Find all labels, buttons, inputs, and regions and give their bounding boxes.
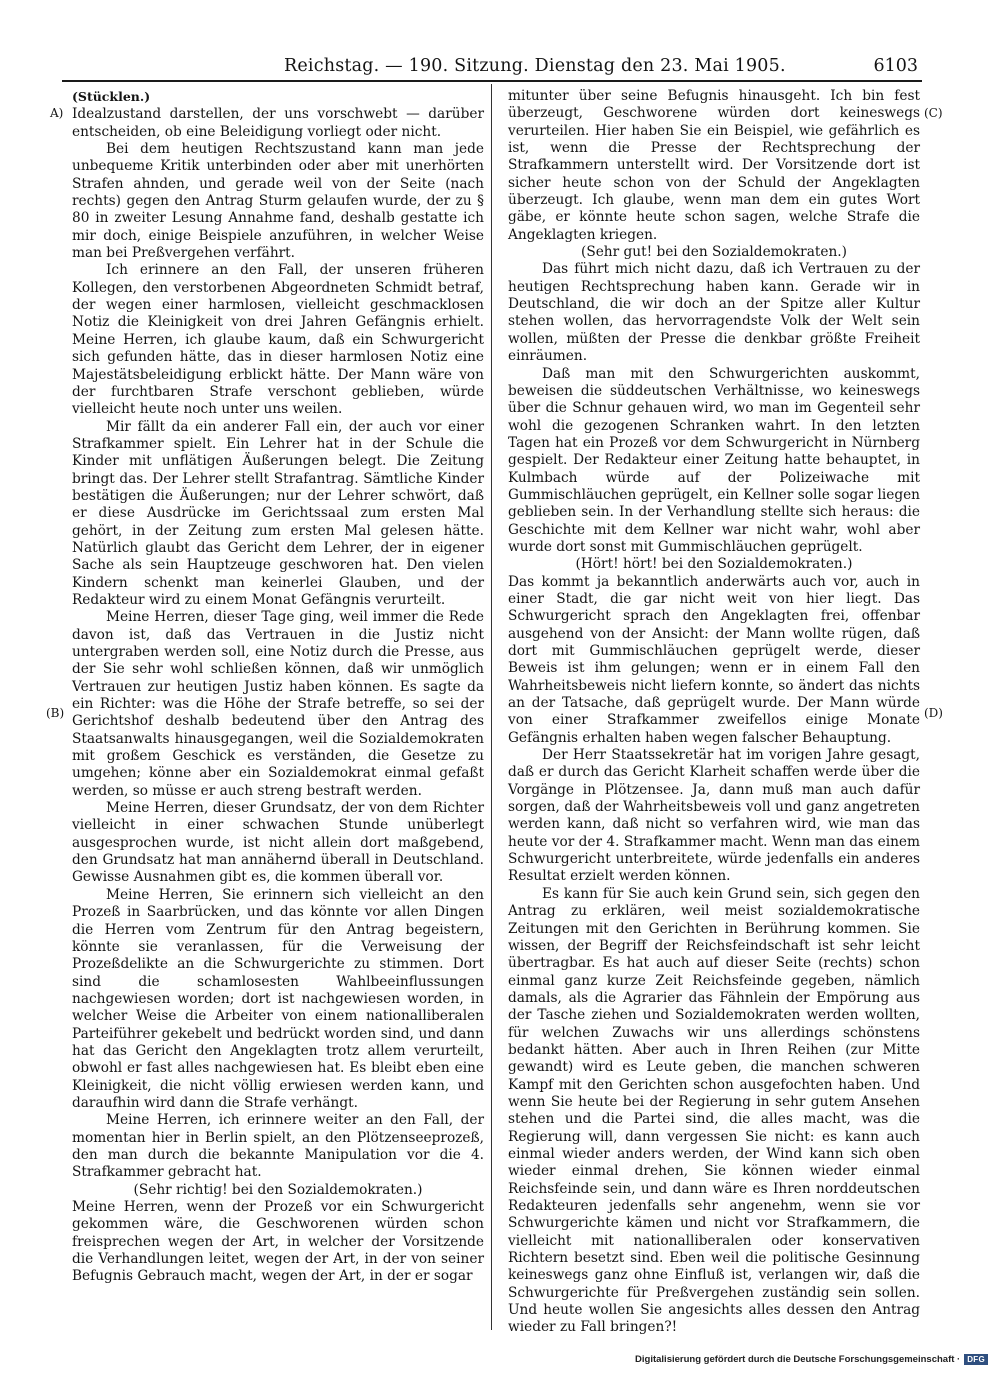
paragraph: Das kommt ja bekanntlich anderwärts auch vor, auch in einer Stadt, die gar nicht weit von hier liegt. Das Schwurgericht sprach den Angeklagten frei, offenbar ausgehend von der Ansicht: der Mann wollte rügen, daß dort mit Gummischläuchen geprügelt werde, dieser Beweis ist ihm gelungen; wenn er in einem Fall den Wahrheitsbeweis nicht liefern konnte, so ändert das nichts an der Tatsache, daß geprügelt wurde. Der Mann würde von einer Strafkammer zweifellos einige Monate Gefängnis erhalten haben wegen falscher Behauptung. [508, 573, 920, 746]
paragraph: Daß man mit den Schwurgerichten auskommt, beweisen die süddeutschen Verhältnisse, wo keineswegs über die Schnur gehauen wird, wo man im Gegenteil sehr wohl die gezogenen Schranken wahrt. In den letzten Tagen hat ein Prozeß vor dem Schwurgericht in Nürnberg gespielt. Der Redakteur einer Zeitung hatte behauptet, in Kulmbach würde auf der Polizeiwache mit Gummischläuchen geprügelt, ein Kellner solle sogar liegen geblieben sein. In der Verhandlung stellte sich heraus: die Geschichte mit dem Kellner war nicht wahr, wohl aber wurde dort sonst mit Gummischläuchen geprügelt. [508, 365, 920, 555]
paragraph: Meine Herren, dieser Tage ging, weil immer die Rede davon ist, daß das Vertrauen in die Justiz nicht untergraben werden soll, eine Notiz durch die Presse, aus der Sie sehr wohl schließen können, daß wir unmöglich Vertrauen zur heutigen Justiz haben können. Es sagte da ein Richter: was die Höhe der Strafe betreffe, so sei der Gerichtshof deshalb bedeutend über den Antrag des Staatsanwalts hinausgegangen, weil die Sozialdemokraten mit großem Geschick es verständen, die Gesetze zu umgehen; könne aber ein Sozialdemokrat einmal gefaßt werden, so müsse er auch streng bestraft werden. [72, 609, 484, 799]
margin-mark-d: (D) [924, 706, 943, 720]
margin-mark-a: A) [50, 106, 64, 120]
paragraph: Ich erinnere an den Fall, der unseren früheren Kollegen, den verstorbenen Abgeordneten Schmidt betraf, der wegen einer harmlosen, vielleicht geschmacklosen Notiz die Kleinigkeit von drei Jahren Gefängnis erhielt. Meine Herren, ich glaube kaum, daß ein Schwurgericht sich gefunden hätte, das in dieser harmlosen Notiz eine Majestätsbeleidigung erblickt hätte. Der Mann wäre von der furchtbaren Strafe verschont geblieben, würde vielleicht heute noch unter uns weilen. [72, 262, 484, 418]
interjection: (Sehr gut! bei den Sozialdemokraten.) [580, 244, 847, 261]
paragraph: Meine Herren, ich erinnere weiter an den Fall, der momentan hier in Berlin spielt, an den Plötzenseeprozeß, den man durch die bekannte Manipulation vor die 4. Strafkammer gebracht hat. [72, 1112, 484, 1181]
page-number: 6103 [873, 56, 918, 76]
paragraph: Meine Herren, Sie erinnern sich vielleicht an den Prozeß in Saarbrücken, und das könnte vor allen Dingen die Herren vom Zentrum für den Antrag begeistern, könnte sie veranlassen, für die Verweisung der Prozeßdelikte an die Schwurgerichte zu stimmen. Dort sind die schamlosesten Wahlbeeinflussungen nachgewiesen worden; dort ist nachgewiesen worden, in welcher Weise die Arbeiter von einem nationalliberalen Parteiführer gekebelt und bedrückt worden sind, und dann hat das Gericht den Angeklagten trotz allem verurteilt, obwohl er fast alles nachgewiesen hat. Es bleibt eben eine Kleinigkeit, die nicht völlig erwiesen werden kann, und daraufhin wird dann die Strafe verhängt. [72, 886, 484, 1111]
header-title: Reichstag. — 190. Sitzung. Dienstag den 23. Mai 1905. [284, 56, 786, 76]
paragraph: Idealzustand darstellen, der uns vorschwebt — darüber entscheiden, ob eine Beleidigung vorliegt oder nicht. [72, 106, 484, 140]
paragraph: Mir fällt da ein anderer Fall ein, der auch vor einer Strafkammer spielt. Ein Lehrer hat in der Schule die Kinder mit unflätigen Äußerungen belegt. Die Zeitung bringt das. Der Lehrer stellt Strafantrag. Sämtliche Kinder bestätigen die Äußerungen; nur der Lehrer schwört, daß er diese Ausdrücke im Gerichtssaal zum ersten Mal gehört, in der Zeitung zum ersten Mal gelesen hätte. Natürlich glaubt das Gericht dem Lehrer, der in eigener Sache als sein Hauptzeuge geschworen hat. Den vielen Kindern schenkt man keinerlei Glauben, und der Redakteur wird zu einem Monat Gefängnis verurteilt. [72, 418, 484, 608]
paragraph: Bei dem heutigen Rechtszustand kann man jede unbequeme Kritik unterbinden oder aber mit unerhörten Strafen ahnden, und gerade weil von der Seite (nach rechts) gegen den Antrag Sturm gelaufen wurde, der zu § 80 in zweiter Lesung Annahme fand, deshalb gestatte ich mir doch, einige Beispiele anzuführen, in welcher Weise man bei Preßvergehen verfährt. [72, 141, 484, 262]
header-rule [62, 80, 922, 82]
left-column [72, 88, 484, 1286]
paragraph: Der Herr Staatssekretär hat im vorigen Jahre gesagt, daß er durch das Gericht Klarheit schaffen werde über die Vorgänge in Plötzensee. Ja, dann muß man auch dafür sorgen, daß der Wahrheitsbeweis voll und ganz angetreten werden kann, daß nicht so verfahren wird, wie man das heute vor der 4. Strafkammer macht. Wenn man das einem Schwurgericht unterbreitete, würde jedenfalls ein anderes Resultat erzielt werden können. [508, 747, 920, 885]
interjection: (Hört! hört! bei den Sozialdemokraten.) [575, 556, 853, 573]
dfg-logo: DFG [964, 1354, 988, 1365]
paragraph: Es kann für Sie auch kein Grund sein, sich gegen den Antrag zu erklären, weil meist sozialdemokratische Zeitungen mit den Gerichten in Berührung kommen. Sie wissen, der Begriff der Reichsfeindschaft ist sehr leicht übertragbar. Es hat auch auf dieser Seite (rechts) schon einmal ganz kurze Zeit Reichsfeinde gegeben, nämlich damals, als die Agrarier das Fähnlein der Empörung aus der Tasche ziehen und Sozialdemokraten werden wollten, für welchen Zuwachs wir uns allerdings schönstens bedankt hätten. Aber auch in Ihren Reihen (zur Mitte gewandt) wird es Leute geben, die manchen schweren Kampf mit den Gerichten schon ausgefochten haben. Und wenn Sie heute bei der Regierung in sehr gutem Ansehen stehen und die Partei sind, die alles macht, was die Regierung will, dann vergessen Sie nicht: es kann auch einmal wieder anders werden, der Wind kann sich oben wieder einmal drehen, Sie können wieder einmal Reichsfeinde sein, und dann wäre es Ihren norddeutschen Redakteuren jedenfalls sehr angenehm, wenn sie vor Schwurgerichte kämen und nicht vor Strafkammern, die vielleicht mit nationalliberalen oder konservativen Richtern besetzt sind. Eben weil die politische Gesinnung keineswegs ganz ohne Einfluß ist, verlangen wir, daß die Schwurgerichte für Preßvergehen zuständig sein sollen. Und heute wollen Sie angesichts alles dessen den Antrag wieder zu Fall bringen?! [508, 885, 920, 1336]
footer-text: Digitalisierung gefördert durch die Deutsche Forschungsgemeinschaft · [635, 1354, 961, 1365]
page-header [62, 55, 922, 77]
right-column [508, 88, 920, 1337]
digitization-footer [635, 1354, 988, 1365]
margin-mark-c: (C) [924, 106, 943, 120]
margin-mark-b: (B) [46, 706, 65, 720]
interjection: (Sehr richtig! bei den Sozialdemokraten.) [133, 1181, 423, 1198]
paragraph: Das führt mich nicht dazu, daß ich Vertrauen zu der heutigen Rechtsprechung haben kann. Gerade wir in Deutschland, die wir doch an der Spitze aller Kultur stehen wollen, das hervorragendste Volk der Welt sein wollen, müßten der Presse die denkbar größte Freiheit einräumen. [508, 261, 920, 365]
paragraph: mitunter über seine Befugnis hinausgeht. Ich bin fest überzeugt, Geschworene würden dort keineswegs verurteilen. Hier haben Sie ein Beispiel, wie gefährlich es ist, wenn die Presse der Rechtsprechung der Strafkammern unterstellt wird. Der Vorsitzende dort ist sicher heute schon von der Schuld der Angeklagten überzeugt. Ich glaube, wenn man dem ein gutes Wort gäbe, er könnte heute schon sagen, welche Strafe die Angeklagten kriegen. [508, 88, 920, 243]
paragraph: Meine Herren, wenn der Prozeß vor ein Schwurgericht gekommen wäre, die Geschworenen würden schon freisprechen wegen der Art, in welcher der Vorsitzende die Verhandlungen leitet, wegen der Art, in der von seiner Befugnis Gebrauch macht, wegen der Art, in der er sogar [72, 1199, 484, 1285]
paragraph: Meine Herren, dieser Grundsatz, der von dem Richter vielleicht in einer schwachen Stunde unüberlegt ausgesprochen wurde, ist nicht allein dort maßgebend, den Grundsatz hat man annähernd überall in Deutschland. Gewisse Ausnahmen gibt es, die kommen überall vor. [72, 800, 484, 886]
speaker-label: (Stücklen.) [72, 89, 151, 104]
column-divider [491, 84, 492, 1330]
